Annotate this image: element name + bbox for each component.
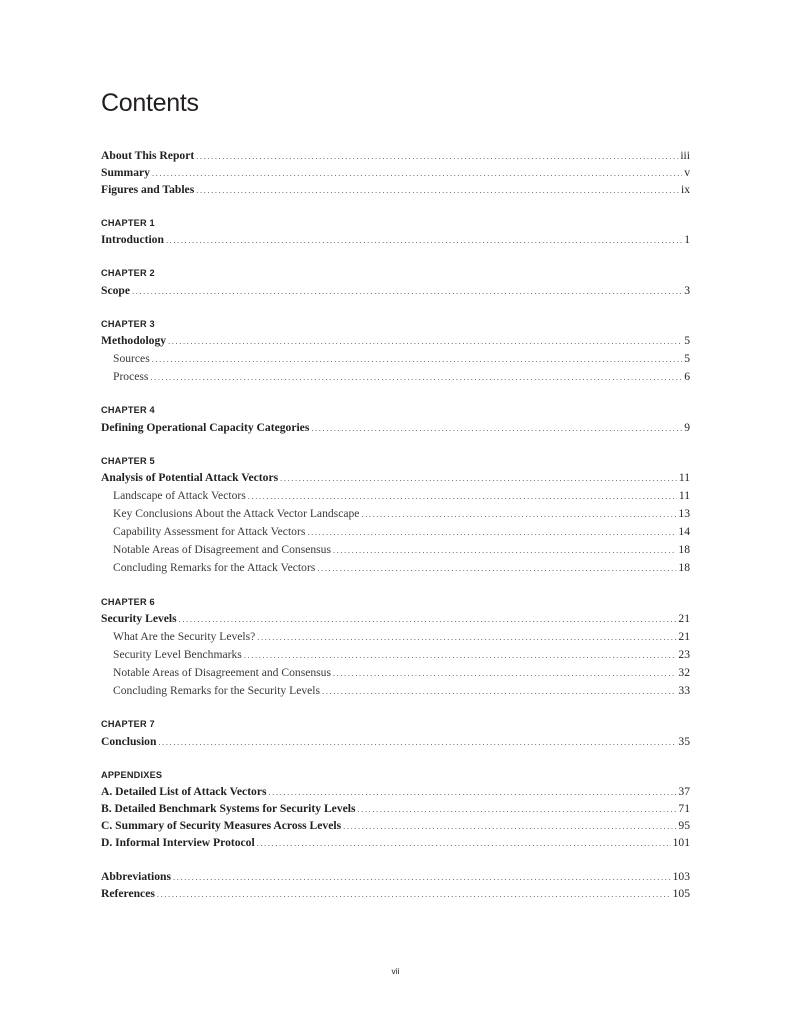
toc-entry-abbreviations[interactable] [101,868,690,885]
dot-leader [157,886,671,903]
toc-entry-analysis-of-potential-attack-vectors[interactable] [101,469,690,486]
toc-entry-page: 9 [684,421,690,434]
toc-entry-page: 14 [678,525,690,538]
toc-entry-key-conclusions[interactable] [113,505,690,522]
dot-leader [257,629,676,646]
toc-entry-label: A. Detailed List of Attack Vectors [101,785,267,798]
toc-entry-defining-operational-capacity-categories[interactable] [101,419,690,436]
dot-leader [196,148,678,165]
toc-entry-label: Security Levels [101,612,177,625]
toc-entry-label: Defining Operational Capacity Categories [101,421,310,434]
toc-entry-scope[interactable] [101,282,690,299]
toc-entry-page: 1 [684,233,690,246]
toc-entry-page: 33 [678,684,690,697]
toc-entry-page: 103 [672,870,690,883]
toc-entry-page: iii [680,149,690,162]
toc-entry-page: 35 [678,735,690,748]
dot-leader [361,506,676,523]
toc-entry-figures-and-tables[interactable] [101,181,690,198]
toc-entry-security-level-benchmarks[interactable] [113,646,690,663]
dot-leader [150,369,682,386]
toc-entry-label: D. Informal Interview Protocol [101,836,255,849]
toc-entry-appendix-c[interactable] [101,817,690,834]
toc-entry-label: B. Detailed Benchmark Systems for Security Levels [101,802,356,815]
toc-entry-page: 21 [678,612,690,625]
dot-leader [152,351,682,368]
toc-entry-page: 13 [678,507,690,520]
toc-entry-introduction[interactable] [101,231,690,248]
toc-entry-page: 71 [678,802,690,815]
dot-leader [322,683,676,700]
toc-entry-about-this-report[interactable] [101,147,690,164]
toc-entry-summary[interactable] [101,164,690,181]
dot-leader [152,165,682,182]
toc-entry-label: Process [113,370,149,383]
toc-entry-page: 32 [678,666,690,679]
toc-entry-label: Concluding Remarks for the Security Levels [113,684,321,697]
toc-entry-page: 101 [672,836,690,849]
chapter-heading: CHAPTER 4 [101,405,155,415]
toc-entry-label: About This Report [101,149,195,162]
toc-entry-label: What Are the Security Levels? [113,630,256,643]
dot-leader [317,560,676,577]
toc-entry-page: 5 [684,334,690,347]
toc-entry-page: 3 [684,284,690,297]
toc-entry-page: 11 [678,489,690,502]
toc-entry-concluding-remarks-attack[interactable] [113,559,690,576]
toc-entry-label: Scope [101,284,130,297]
toc-entry-label: C. Summary of Security Measures Across Levels [101,819,342,832]
toc-entry-label: Sources [113,352,150,365]
appendixes-heading: APPENDIXES [101,770,163,780]
dot-leader [168,333,682,350]
dot-leader [280,470,677,487]
toc-entry-disagreement-consensus-security[interactable] [113,664,690,681]
toc-entry-label: References [101,887,155,900]
dot-leader [248,488,677,505]
toc-entry-page: 11 [678,471,690,484]
toc-entry-label: Key Conclusions About the Attack Vector Landscape [113,507,360,520]
dot-leader [333,542,676,559]
toc-entry-page: ix [680,183,690,196]
chapter-heading: CHAPTER 1 [101,218,155,228]
toc-entry-security-levels[interactable] [101,610,690,627]
toc-entry-label: Figures and Tables [101,183,195,196]
toc-entry-capability-assessment[interactable] [113,523,690,540]
dot-leader [158,734,676,751]
toc-entry-label: Analysis of Potential Attack Vectors [101,471,279,484]
toc-entry-page: 95 [678,819,690,832]
toc-entry-page: 5 [684,352,690,365]
toc-entry-label: Methodology [101,334,167,347]
toc-entry-label: Landscape of Attack Vectors [113,489,246,502]
chapter-heading: CHAPTER 3 [101,319,155,329]
toc-entry-page: 37 [678,785,690,798]
dot-leader [311,420,682,437]
toc-entry-label: Notable Areas of Disagreement and Consensus [113,666,331,679]
toc-entry-methodology[interactable] [101,332,690,349]
toc-entry-landscape-of-attack-vectors[interactable] [113,487,690,504]
dot-leader [358,801,677,818]
toc-entry-sources[interactable] [113,350,690,367]
toc-entry-conclusion[interactable] [101,733,690,750]
toc-entry-page: v [684,166,690,179]
toc-entry-label: Security Level Benchmarks [113,648,242,661]
toc-entry-appendix-a[interactable] [101,783,690,800]
toc-entry-page: 105 [672,887,690,900]
dot-leader [132,283,682,300]
dot-leader [244,647,677,664]
toc-entry-label: Conclusion [101,735,157,748]
toc-entry-page: 21 [678,630,690,643]
dot-leader [166,232,682,249]
toc-entry-references[interactable] [101,885,690,902]
toc-entry-label: Abbreviations [101,870,172,883]
toc-entry-process[interactable] [113,368,690,385]
chapter-heading: CHAPTER 5 [101,456,155,466]
toc-entry-concluding-remarks-security[interactable] [113,682,690,699]
dot-leader [343,818,676,835]
toc-entry-label: Capability Assessment for Attack Vectors [113,525,306,538]
chapter-heading: CHAPTER 6 [101,597,155,607]
toc-entry-appendix-d[interactable] [101,834,690,851]
toc-entry-label: Summary [101,166,150,179]
toc-entry-label: Notable Areas of Disagreement and Consensus [113,543,331,556]
dot-leader [307,524,676,541]
toc-entry-disagreement-consensus-attack[interactable] [113,541,690,558]
toc-entry-label: Concluding Remarks for the Attack Vectors [113,561,316,574]
dot-leader [269,784,677,801]
dot-leader [173,869,671,886]
chapter-heading: CHAPTER 2 [101,268,155,278]
toc-entry-label: Introduction [101,233,164,246]
chapter-heading: CHAPTER 7 [101,719,155,729]
toc-entry-page: 18 [678,561,690,574]
dot-leader [179,611,677,628]
toc-entry-what-are-security-levels[interactable] [113,628,690,645]
page-number: vii [391,966,400,976]
contents-title: Contents [101,89,199,117]
toc-entry-appendix-b[interactable] [101,800,690,817]
dot-leader [257,835,671,852]
toc-entry-page: 23 [678,648,690,661]
toc-entry-page: 6 [684,370,690,383]
toc-entry-page: 18 [678,543,690,556]
dot-leader [333,665,676,682]
dot-leader [196,182,679,199]
